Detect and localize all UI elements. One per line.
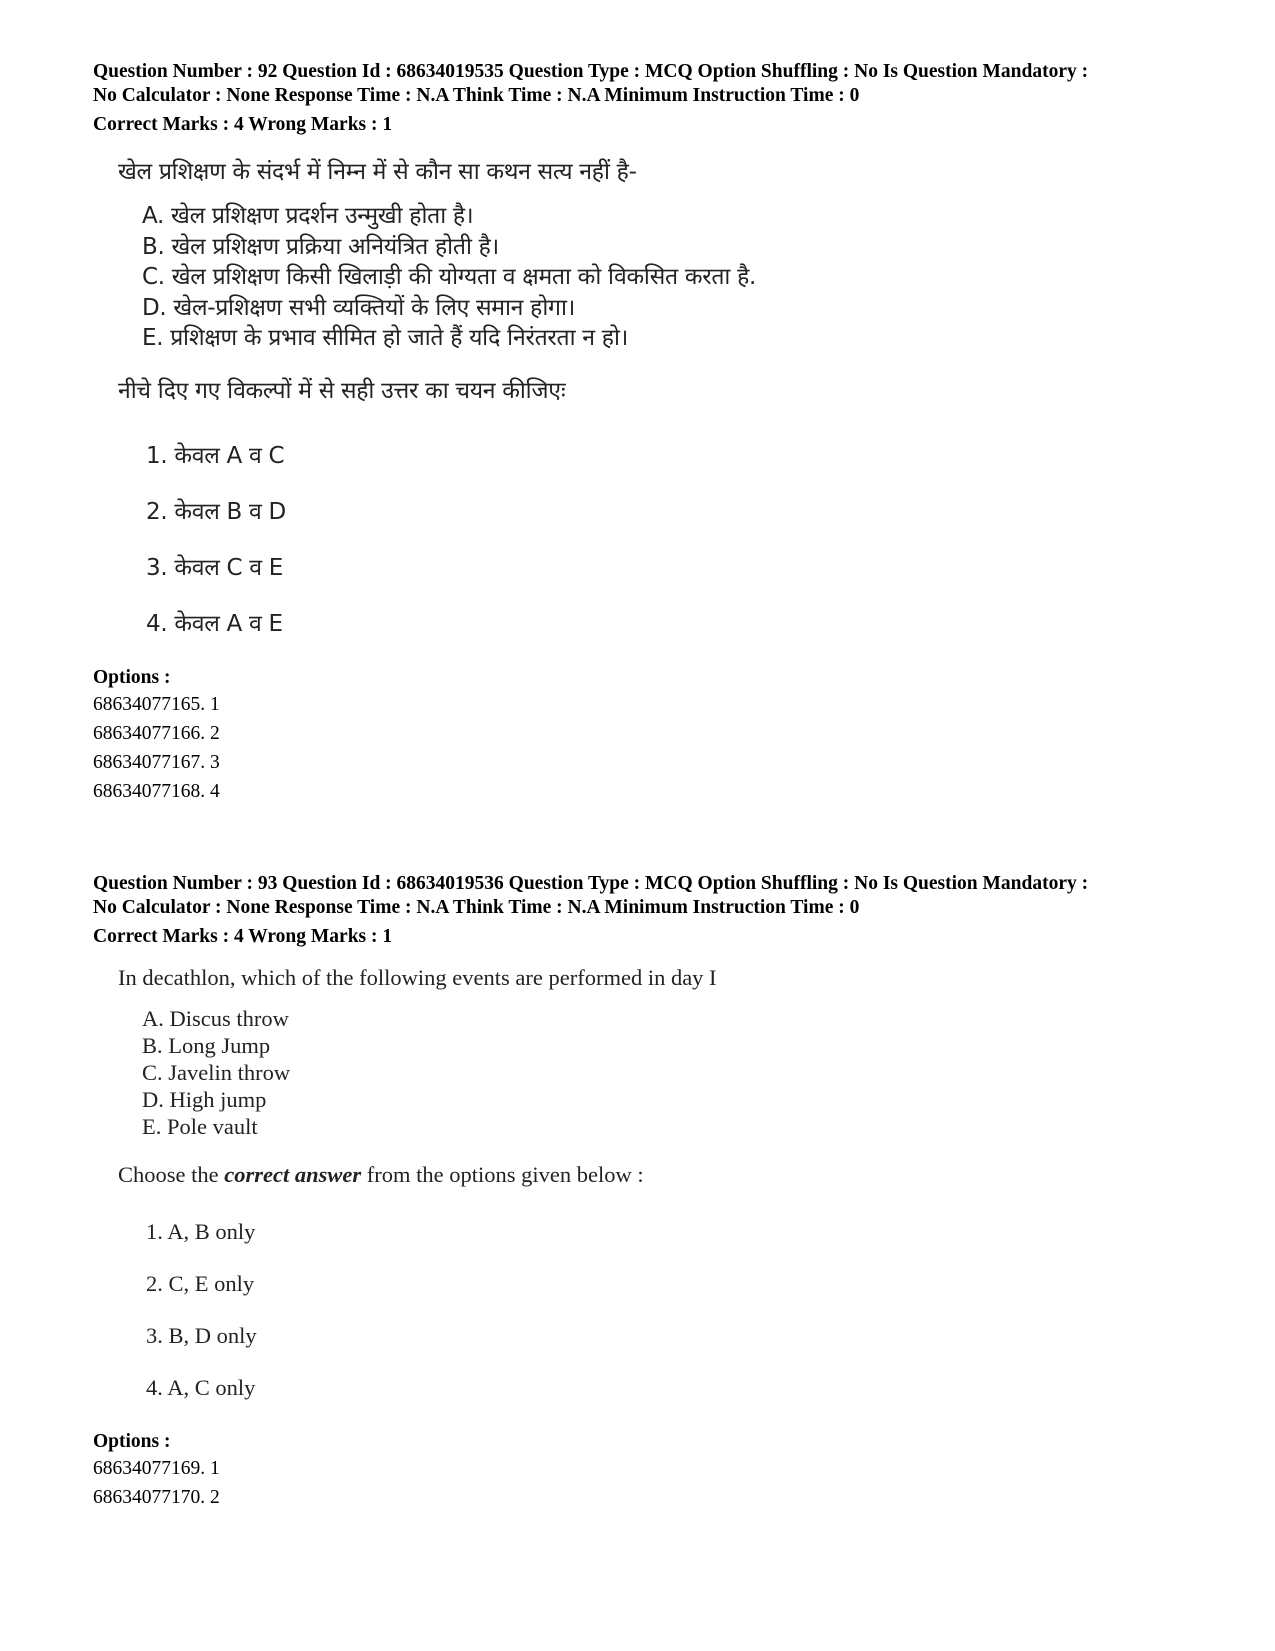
question-instruction: नीचे दिए गए विकल्पों में से सही उत्तर का चयन कीजिएः	[118, 377, 566, 404]
statement-d: D. खेल-प्रशिक्षण सभी व्यक्तियों के लिए समान होगा।	[142, 294, 576, 321]
question-image	[118, 963, 1243, 1414]
choice-2: 2. C, E only	[146, 1271, 255, 1296]
question-header-line1: Question Number : 93 Question Id : 68634019536 Question Type : MCQ Option Shuffling : No Is Question Mandatory :	[93, 873, 1089, 894]
question-header-line2: No Calculator : None Response Time : N.A Think Time : N.A Minimum Instruction Time : 0	[93, 897, 860, 918]
statement-d: D. High jump	[142, 1087, 267, 1112]
marks-line: Correct Marks : 4 Wrong Marks : 1	[93, 114, 393, 135]
options-label: Options :	[93, 1431, 171, 1452]
question-92	[93, 60, 1243, 806]
statement-a: A. खेल प्रशिक्षण प्रदर्शन उन्मुखी होता है।	[142, 203, 474, 229]
options-list	[93, 1454, 1243, 1512]
options-list	[93, 690, 1243, 806]
statement-c: C. खेल प्रशिक्षण किसी खिलाड़ी की योग्यता व क्षमता को विकसित करता है.	[142, 264, 757, 290]
question-header-line2: No Calculator : None Response Time : N.A Think Time : N.A Minimum Instruction Time : 0	[93, 85, 860, 106]
option-item: 68634077170. 2	[93, 1487, 220, 1508]
statement-e: E. Pole vault	[142, 1114, 258, 1139]
statement-e: E. प्रशिक्षण के प्रभाव सीमित हो जाते हैं यदि निरंतरता न हो।	[142, 325, 629, 351]
choice-3: 3. केवल C व E	[146, 554, 284, 581]
instruction-prefix: Choose the	[118, 1162, 225, 1187]
question-image	[118, 157, 1243, 652]
statement-b: B. Long Jump	[142, 1033, 271, 1058]
statement-a: A. Discus throw	[142, 1006, 289, 1031]
choice-1: 1. A, B only	[146, 1219, 256, 1244]
choice-4: 4. A, C only	[146, 1375, 256, 1400]
choice-4: 4. केवल A व E	[146, 610, 283, 637]
choice-2: 2. केवल B व D	[146, 498, 286, 525]
option-item: 68634077168. 4	[93, 780, 220, 802]
options-label: Options :	[93, 666, 171, 688]
question-header-line1: Question Number : 92 Question Id : 68634019535 Question Type : MCQ Option Shuffling : No Is Question Mandatory :	[93, 61, 1089, 82]
choice-1: 1. केवल A व C	[146, 442, 285, 469]
statement-list	[142, 201, 1243, 354]
statement-b: B. खेल प्रशिक्षण प्रक्रिया अनियंत्रित होती है।	[142, 233, 499, 260]
question-stem: In decathlon, which of the following events are performed in day I	[118, 965, 717, 990]
question-instruction	[118, 1160, 1243, 1190]
question-stem: खेल प्रशिक्षण के संदर्भ में निम्न में से कौन सा कथन सत्य नहीं है-	[118, 159, 637, 185]
option-item: 68634077167. 3	[93, 751, 220, 773]
question-93	[93, 872, 1243, 1512]
statement-c: C. Javelin throw	[142, 1060, 291, 1085]
choice-list	[146, 1206, 1243, 1414]
choice-list	[146, 428, 1243, 652]
instruction-emphasis: correct answer	[224, 1162, 362, 1187]
choice-3: 3. B, D only	[146, 1323, 257, 1348]
option-item: 68634077166. 2	[93, 722, 220, 744]
instruction-suffix: from the options given below :	[361, 1162, 644, 1187]
statement-list	[142, 1005, 1243, 1140]
option-item: 68634077165. 1	[93, 693, 220, 715]
marks-line: Correct Marks : 4 Wrong Marks : 1	[93, 926, 393, 947]
option-item: 68634077169. 1	[93, 1458, 220, 1479]
